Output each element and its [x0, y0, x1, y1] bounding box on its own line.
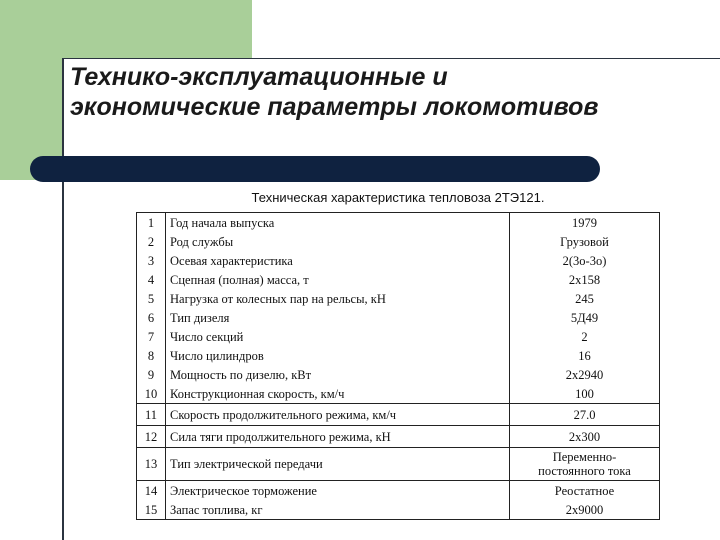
- row-value-line2: постоянного тока: [538, 464, 631, 478]
- row-value: 1979: [510, 213, 660, 233]
- table-row: [137, 404, 660, 426]
- table-row: [137, 289, 660, 308]
- table-caption: Техническая характеристика тепловоза 2ТЭ121.: [251, 190, 545, 205]
- table-row: [137, 251, 660, 270]
- row-number: 8: [137, 346, 166, 365]
- table-row: [137, 481, 660, 501]
- row-parameter: Сила тяги продолжительного режима, кН: [166, 426, 510, 448]
- row-number: 2: [137, 232, 166, 251]
- title-underline-bar: [30, 156, 600, 182]
- row-number: 3: [137, 251, 166, 270]
- table-row: [137, 448, 660, 481]
- row-number: 13: [137, 448, 166, 481]
- row-parameter: Скорость продолжительного режима, км/ч: [166, 404, 510, 426]
- table-row: [137, 426, 660, 448]
- table-row: [137, 213, 660, 233]
- row-number: 4: [137, 270, 166, 289]
- row-value-line1: Переменно-: [552, 450, 617, 464]
- table-row: [137, 270, 660, 289]
- row-parameter: Число цилиндров: [166, 346, 510, 365]
- row-number: 9: [137, 365, 166, 384]
- row-parameter: Тип электрической передачи: [166, 448, 510, 481]
- slide-title-line2: экономические параметры локомотивов: [70, 93, 599, 121]
- table-row: [137, 500, 660, 520]
- row-number: 7: [137, 327, 166, 346]
- row-value: 100: [510, 384, 660, 404]
- row-value: 2х2940: [510, 365, 660, 384]
- row-number: 1: [137, 213, 166, 233]
- vertical-rule: [62, 58, 64, 540]
- row-value: 27.0: [510, 404, 660, 426]
- horizontal-rule: [62, 58, 720, 59]
- row-number: 15: [137, 500, 166, 520]
- row-value: 2: [510, 327, 660, 346]
- row-parameter: Год начала выпуска: [166, 213, 510, 233]
- row-parameter: Электрическое торможение: [166, 481, 510, 501]
- row-parameter: Запас топлива, кг: [166, 500, 510, 520]
- row-value: 2х300: [510, 426, 660, 448]
- row-parameter: Род службы: [166, 232, 510, 251]
- row-value: 2(3о-3о): [510, 251, 660, 270]
- row-value: 16: [510, 346, 660, 365]
- row-number: 14: [137, 481, 166, 501]
- row-number: 5: [137, 289, 166, 308]
- slide-title: [70, 62, 710, 122]
- table-row: [137, 346, 660, 365]
- row-parameter: Нагрузка от колесных пар на рельсы, кН: [166, 289, 510, 308]
- table-row: [137, 232, 660, 251]
- slide-title-line1: Технико-эксплуатационные и: [70, 63, 448, 91]
- row-value: 5Д49: [510, 308, 660, 327]
- table-row: [137, 308, 660, 327]
- row-parameter: Тип дизеля: [166, 308, 510, 327]
- row-parameter: Конструкционная скорость, км/ч: [166, 384, 510, 404]
- row-number: 12: [137, 426, 166, 448]
- row-number: 6: [137, 308, 166, 327]
- spec-table: [136, 212, 660, 520]
- table-row: [137, 365, 660, 384]
- row-value: 2х9000: [510, 500, 660, 520]
- row-parameter: Число секций: [166, 327, 510, 346]
- row-value: 2х158: [510, 270, 660, 289]
- row-value: [510, 448, 660, 481]
- row-value: 245: [510, 289, 660, 308]
- row-number: 10: [137, 384, 166, 404]
- row-parameter: Осевая характеристика: [166, 251, 510, 270]
- row-parameter: Мощность по дизелю, кВт: [166, 365, 510, 384]
- row-parameter: Сцепная (полная) масса, т: [166, 270, 510, 289]
- row-value: Грузовой: [510, 232, 660, 251]
- row-number: 11: [137, 404, 166, 426]
- row-value: Реостатное: [510, 481, 660, 501]
- table-row: [137, 384, 660, 404]
- table-row: [137, 327, 660, 346]
